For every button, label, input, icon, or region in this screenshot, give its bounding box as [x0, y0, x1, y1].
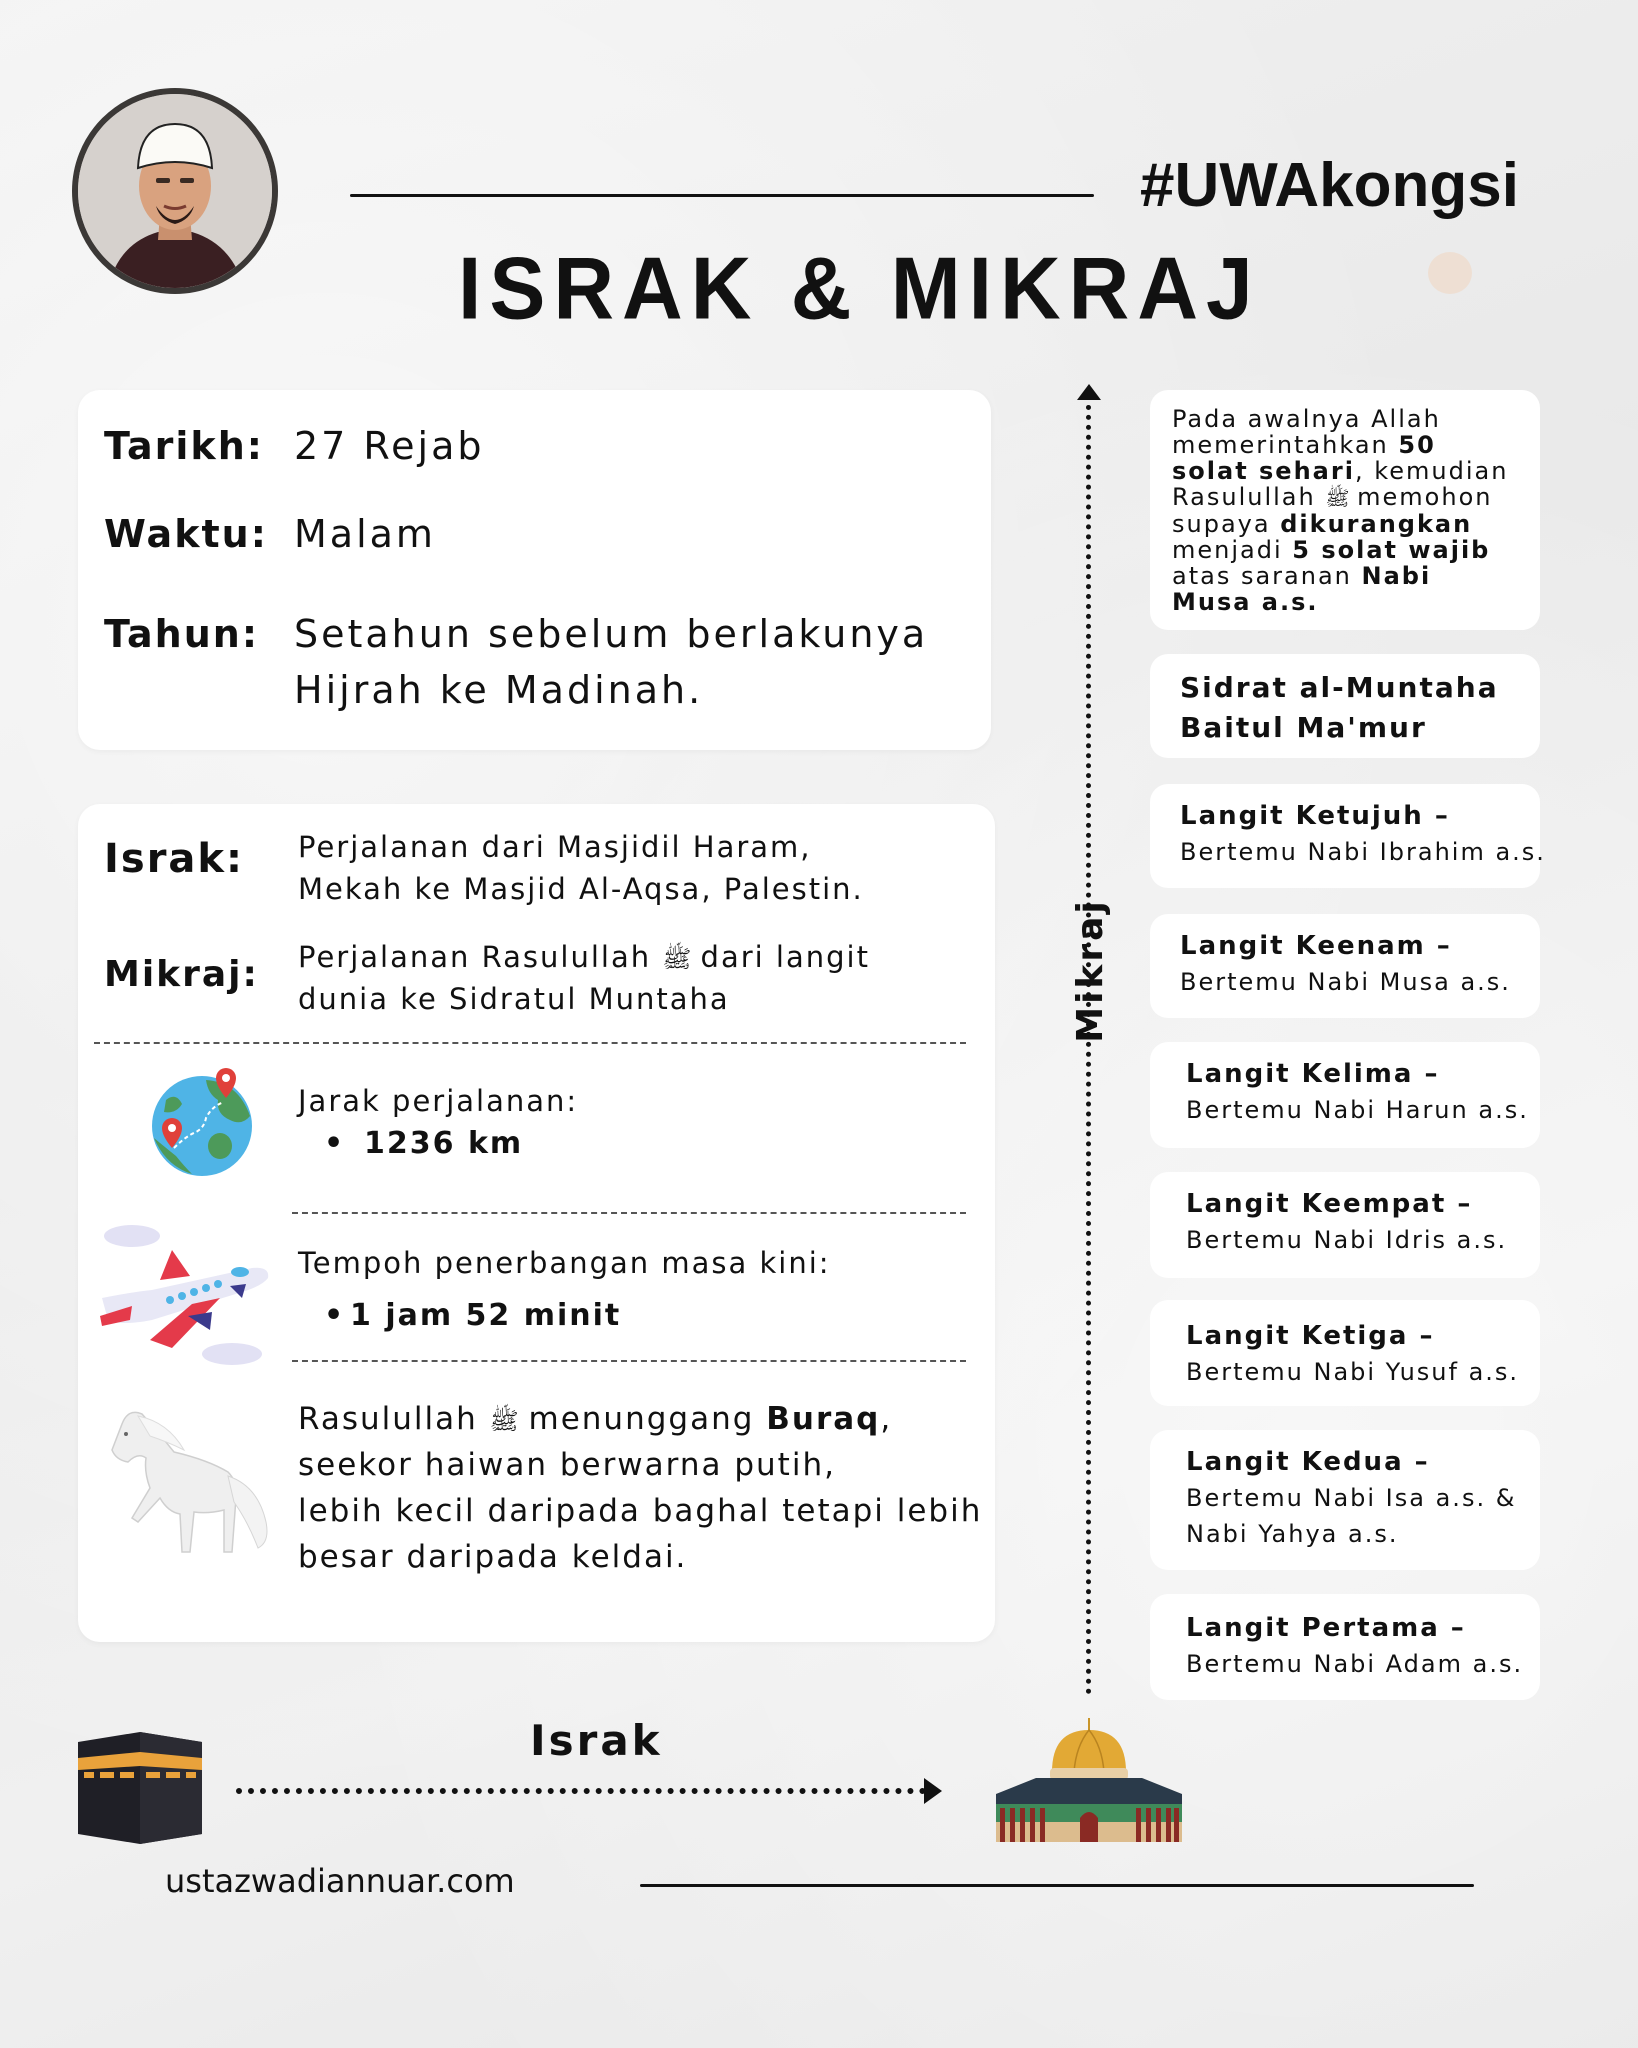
- heaven-desc: Bertemu Nabi Musa a.s.: [1180, 968, 1511, 996]
- mikraj-def-text-b: dari langit: [700, 940, 870, 974]
- heaven-title: Langit Ketujuh –: [1180, 801, 1450, 831]
- mikraj-def-line2: dunia ke Sidratul Muntaha: [298, 982, 730, 1016]
- page-title: ISRAK & MIKRAJ: [458, 238, 1261, 338]
- details-card: [78, 804, 995, 1642]
- saw-glyph-icon: ﷺ: [662, 945, 692, 973]
- buraq-name: Buraq: [766, 1401, 881, 1437]
- flight-bullet: •: [324, 1298, 346, 1333]
- heaven-title: Langit Keempat –: [1186, 1189, 1473, 1219]
- heaven-desc: Bertemu Nabi Isa a.s. &: [1186, 1484, 1517, 1512]
- intro-bold-4: Nabi Musa a.s.: [1172, 562, 1432, 616]
- intro-text-1: Pada awalnya Allah memerintahkan: [1172, 405, 1441, 459]
- tarikh-label: Tarikh:: [104, 424, 264, 468]
- intro-card: [1150, 390, 1540, 630]
- intro-text-2: , kemudian Rasulullah: [1172, 457, 1509, 511]
- heaven-desc-2: Nabi Yahya a.s.: [1186, 1520, 1399, 1548]
- israk-def-label: Israk:: [104, 836, 245, 882]
- heaven-desc: Bertemu Nabi Harun a.s.: [1186, 1096, 1529, 1124]
- globe-icon: [146, 1066, 258, 1178]
- info-card: [78, 390, 991, 750]
- divider: [292, 1360, 966, 1362]
- mikraj-def-label: Mikraj:: [104, 954, 259, 995]
- arrow-right-icon: [924, 1778, 942, 1804]
- intro-bold-2: dikurangkan: [1280, 510, 1473, 538]
- airplane-icon: [92, 1220, 272, 1370]
- heaven-title: Langit Kelima –: [1186, 1059, 1440, 1089]
- sidrat-line2: Baitul Ma'mur: [1180, 711, 1427, 744]
- buraq-text-b: menunggang: [528, 1401, 755, 1437]
- sidrat-line1: Sidrat al-Muntaha: [1180, 671, 1499, 704]
- heaven-title: Langit Pertama –: [1186, 1613, 1466, 1643]
- buraq-line3: lebih kecil daripada baghal tetapi lebih: [298, 1493, 983, 1529]
- intro-bold-3: 5 solat wajib: [1292, 536, 1491, 564]
- header-rule: [350, 194, 1094, 197]
- saw-glyph-icon: ﷺ: [1325, 486, 1350, 510]
- heaven-card-6: [1150, 914, 1540, 1018]
- heaven-title: Langit Ketiga –: [1186, 1321, 1435, 1351]
- horse-icon: [98, 1402, 278, 1562]
- tahun-value-line1: Setahun sebelum berlakunya: [294, 612, 929, 656]
- heaven-desc: Bertemu Nabi Yusuf a.s.: [1186, 1358, 1520, 1386]
- mikraj-path-line: [1086, 395, 1091, 1695]
- dome-of-the-rock-icon: [996, 1716, 1182, 1846]
- heaven-card-2: [1150, 1430, 1540, 1570]
- israk-path-label: Israk: [530, 1716, 663, 1765]
- website-link[interactable]: ustazwadiannuar.com: [165, 1862, 515, 1900]
- mikraj-def-text-a: Perjalanan Rasulullah: [298, 940, 652, 974]
- heaven-card-5: [1150, 1042, 1540, 1148]
- israk-def-line2: Mekah ke Masjid Al-Aqsa, Palestin.: [298, 872, 864, 906]
- intro-text-5: atas saranan: [1172, 562, 1362, 590]
- intro-text-4: menjadi: [1172, 536, 1293, 564]
- avatar: [72, 88, 278, 294]
- heaven-title: Langit Keenam –: [1180, 931, 1452, 961]
- tahun-value-line2: Hijrah ke Madinah.: [294, 668, 704, 712]
- heaven-card-4: [1150, 1172, 1540, 1278]
- heaven-card-1: [1150, 1594, 1540, 1700]
- buraq-text-a: Rasulullah: [298, 1401, 478, 1437]
- intro-text-3: memohon supaya: [1172, 483, 1493, 538]
- israk-path-line: [236, 1788, 926, 1794]
- footer-rule: [640, 1884, 1474, 1887]
- mikraj-axis-label: Mikraj: [1069, 898, 1111, 1043]
- intro-bold-1: 50 solat sehari: [1172, 431, 1436, 485]
- portrait-avatar-icon: [78, 94, 272, 288]
- buraq-comma: ,: [880, 1401, 893, 1437]
- waktu-value: Malam: [294, 512, 436, 556]
- kaaba-icon: [78, 1730, 202, 1846]
- hashtag: #UWAkongsi: [1140, 151, 1519, 220]
- heaven-card-3: [1150, 1300, 1540, 1406]
- heaven-desc: Bertemu Nabi Ibrahim a.s.: [1180, 838, 1546, 866]
- tarikh-value: 27 Rejab: [294, 424, 485, 468]
- heaven-desc: Bertemu Nabi Idris a.s.: [1186, 1226, 1508, 1254]
- decorative-dot: [1428, 252, 1472, 294]
- flight-label: Tempoh penerbangan masa kini:: [298, 1246, 831, 1280]
- divider: [94, 1042, 966, 1044]
- distance-value: 1236 km: [364, 1126, 524, 1161]
- waktu-label: Waktu:: [104, 512, 268, 556]
- flight-value: 1 jam 52 minit: [350, 1298, 622, 1333]
- saw-glyph-icon: ﷺ: [489, 1407, 519, 1435]
- buraq-line2: seekor haiwan berwarna putih,: [298, 1447, 836, 1483]
- distance-bullet: •: [324, 1126, 346, 1161]
- tahun-label: Tahun:: [104, 612, 260, 656]
- intro-text: [1150, 390, 1540, 615]
- heaven-desc: Bertemu Nabi Adam a.s.: [1186, 1650, 1524, 1678]
- buraq-line4: besar daripada keldai.: [298, 1539, 688, 1575]
- distance-label: Jarak perjalanan:: [298, 1084, 579, 1118]
- israk-def-line1: Perjalanan dari Masjidil Haram,: [298, 830, 812, 864]
- sidrat-card: [1150, 654, 1540, 758]
- buraq-line1: [298, 1396, 892, 1444]
- divider: [292, 1212, 966, 1214]
- mikraj-def-line1: [298, 936, 870, 980]
- heaven-title: Langit Kedua –: [1186, 1447, 1430, 1477]
- heaven-card-7: [1150, 784, 1546, 888]
